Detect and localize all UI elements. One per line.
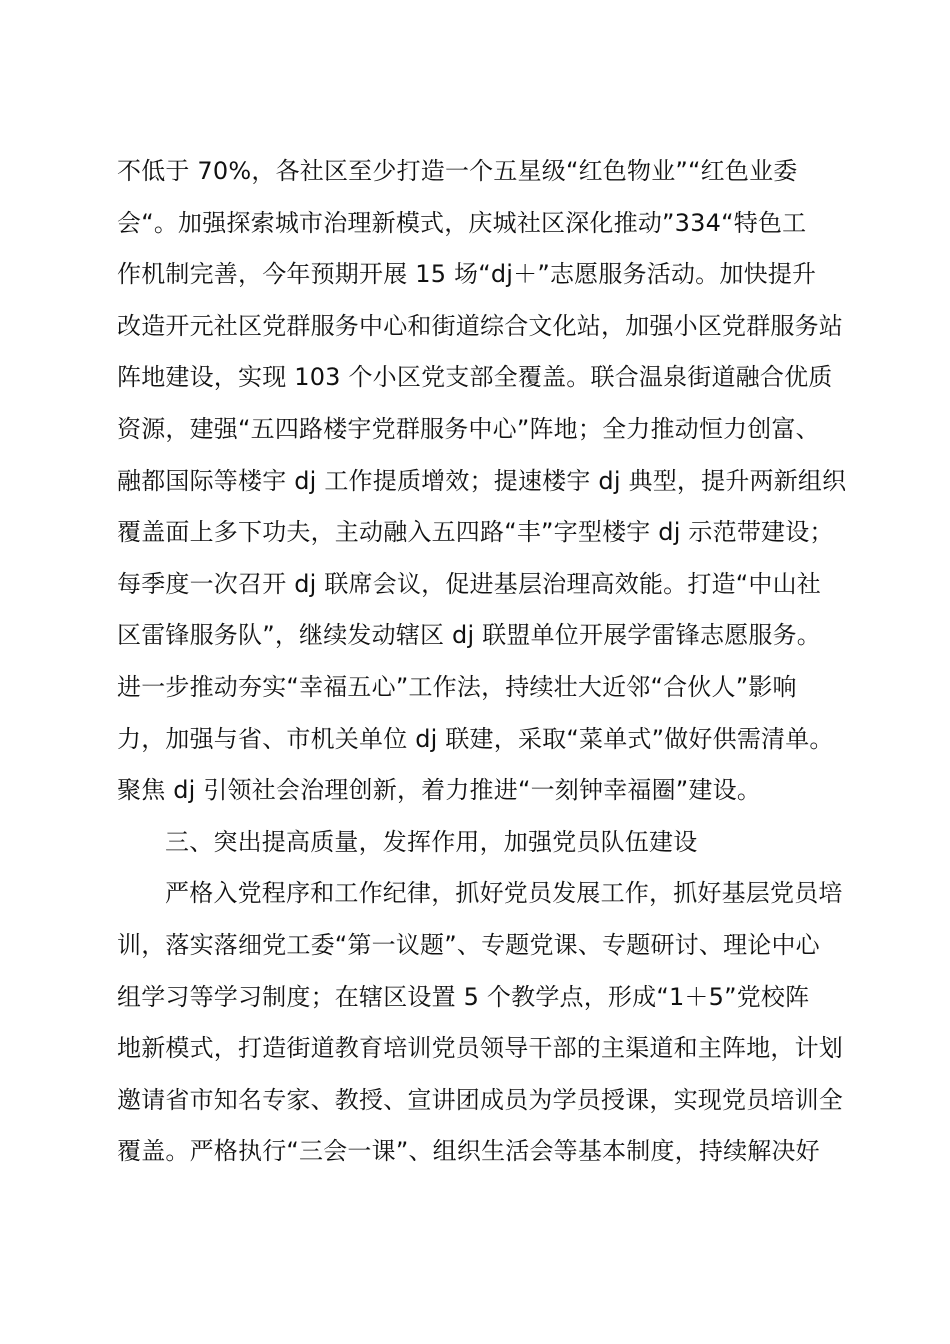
paragraph-2 <box>117 868 852 1178</box>
text-line: 训，落实落细党工委“第一议题”、专题党课、专题研讨、理论中心 <box>117 930 820 959</box>
text-line: 力，加强与省、市机关单位 dj 联建，采取“菜单式”做好供需清单。 <box>117 724 834 753</box>
text-line: 覆盖。严格执行“三会一课”、组织生活会等基本制度，持续解决好 <box>117 1137 820 1166</box>
text-line: 邀请省市知名专家、教授、宣讲团成员为学员授课，实现党员培训全 <box>117 1085 843 1114</box>
text-line: 严格入党程序和工作纪律，抓好党员发展工作，抓好基层党员培 <box>165 879 843 908</box>
text-line: 每季度一次召开 dj 联席会议，促进基层治理高效能。打造“中山社 <box>117 569 821 598</box>
text-line: 作机制完善，今年预期开展 15 场“dj＋”志愿服务活动。加快提升 <box>117 260 817 289</box>
text-line: 地新模式，打造街道教育培训党员领导干部的主渠道和主阵地，计划 <box>117 1034 843 1063</box>
text-line: 不低于 70%，各社区至少打造一个五星级“红色物业”“红色业委 <box>117 157 798 185</box>
text-line: 聚焦 dj 引领社会治理创新，着力推进“一刻钟幸福圈”建设。 <box>117 776 762 805</box>
text-line: 资源，建强“五四路楼宇党群服务中心”阵地；全力推动恒力创富、 <box>117 414 820 443</box>
text-line: 覆盖面上多下功夫，主动融入五四路“丰”字型楼宇 dj 示范带建设； <box>117 518 834 547</box>
document-body <box>117 146 852 1178</box>
paragraph-1 <box>117 146 852 817</box>
text-line: 融都国际等楼宇 dj 工作提质增效；提速楼宇 dj 典型，提升两新组织 <box>117 466 847 495</box>
section-heading-3 <box>117 817 852 869</box>
text-line: 进一步推动夯实“幸福五心”工作法，持续壮大近邻“合伙人”影响 <box>117 672 797 701</box>
section-heading: 三、突出提高质量，发挥作用，加强党员队伍建设 <box>165 827 698 856</box>
text-line: 组学习等学习制度；在辖区设置 5 个教学点，形成“1＋5”党校阵 <box>117 982 810 1011</box>
text-line: 会“。加强探索城市治理新模式，庆城社区深化推动”334“特色工 <box>117 208 807 237</box>
text-line: 区雷锋服务队”，继续发动辖区 dj 联盟单位开展学雷锋志愿服务。 <box>117 621 821 650</box>
text-line: 阵地建设，实现 103 个小区党支部全覆盖。联合温泉街道融合优质 <box>117 363 833 392</box>
text-line: 改造开元社区党群服务中心和街道综合文化站，加强小区党群服务站 <box>117 311 843 340</box>
